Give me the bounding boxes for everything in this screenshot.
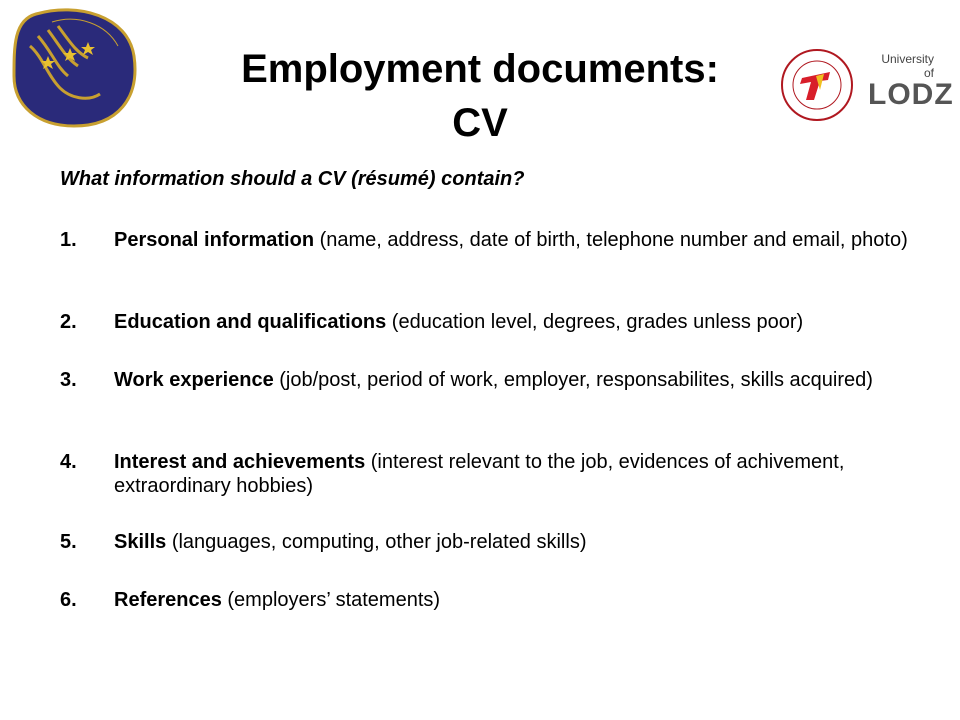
item-number: 4. [60, 451, 77, 473]
item-number: 3. [60, 369, 77, 391]
item-number: 5. [60, 531, 77, 553]
university-big-text: LODZ [868, 78, 954, 111]
item-detail: (education level, degrees, grades unless poor) [386, 311, 804, 333]
list-item [60, 228, 910, 252]
item-detail: (job/post, period of work, employer, responsabilites, skills acquired) [273, 369, 873, 391]
item-label: Skills [114, 531, 167, 553]
list-item [60, 310, 910, 334]
list-item [60, 588, 910, 612]
item-label: References [114, 589, 222, 611]
item-label: Education and qualifications [114, 311, 387, 333]
list-item [60, 530, 910, 554]
item-number: 6. [60, 589, 77, 611]
title-line-2: CV [452, 101, 508, 145]
title-line-1: Employment documents: [241, 47, 719, 91]
item-number: 2. [60, 311, 77, 333]
item-label: Work experience [114, 369, 274, 391]
item-detail: (name, address, date of birth, telephone number and email, photo) [314, 229, 908, 251]
university-wordmark [868, 52, 954, 111]
university-seal-logo [780, 48, 854, 122]
item-label: Interest and achievements [114, 451, 366, 473]
item-number: 1. [60, 229, 77, 251]
item-label: Personal information [114, 229, 315, 251]
item-detail: (languages, computing, other job-related skills) [166, 531, 587, 553]
list-item [60, 450, 910, 498]
list-item [60, 368, 910, 392]
question-text: What information should a CV (résumé) contain? [60, 168, 525, 190]
european-labour-logo [8, 6, 140, 130]
university-small-text: University of [881, 52, 934, 80]
item-detail: (interest relevant to the job, evidences of achivement, extraordinary hobbies) [114, 451, 845, 497]
item-detail: (employers’ statements) [221, 589, 441, 611]
slide-title [180, 42, 780, 150]
